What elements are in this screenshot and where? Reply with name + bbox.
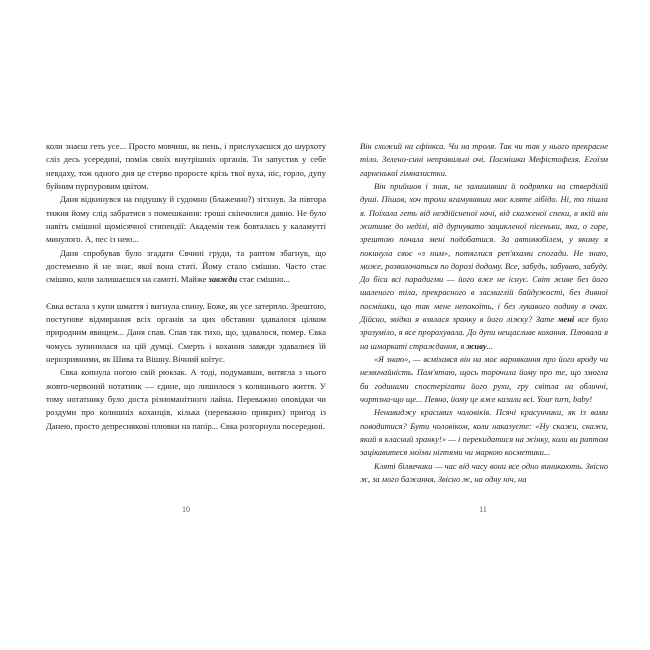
paragraph — [360, 353, 608, 406]
emphasis-text: мені — [557, 314, 575, 325]
body-text: коли знаєш геть усе... Просто мовчиш, як пень, і прислухаєшся до шурхоту сліз десь усередині, поміж своїх внутрішніх органів. Ти запустив у себе невдаху, тож одного дня це стерво проросте крізь твої вуха, ніс, горло, дупу буйним пурпуровим цвітом. — [46, 141, 326, 191]
body-text: «Я знаю», — всміхався він на моє варнякання про його вроду чи незвичайність. Пам'ятаю, щось торочила йому про те, що змогла би годинами спостерігати його рухи, гру світла на обличчі, чортзна-що ще... Певно, йому це вже казали всі. Your turn, baby! — [360, 354, 608, 404]
page-number-left: 10 — [182, 505, 190, 514]
paragraph — [360, 406, 608, 459]
body-text: Він схожий на сфінкса. Чи на троля. Так чи так у нього прекрасне тіло. Зелено-сині неправильні очі. Посмішка Мефістофеля. Егоїзм гарненької гімназистки. — [360, 141, 608, 178]
body-text: Євка копнула ногою свій рюкзак. А тоді, подумавши, витягла з нього жовто-червоний нотатник — єдине, що лишилося з колишнього життя. У тому нотатнику було доста різноманітного лайна. Переважно оповідки чи роздуми про колишніх коханців, кілька (переважно прикрих) пригод із Данею, просто депресиякові плювки на папір... Євка розгорнула посередині. — [46, 367, 326, 431]
body-text: ... — [486, 340, 493, 351]
paragraph — [46, 193, 326, 246]
body-text: Євка встала з купи шмаття і вигнула спину. Боже, як усе затерпло. Зрештою, поступове відмирання всіх органів за цих обставин здавалося цілком природним явищем... Даня спав. Спав так тихо, що, здавалося, помер. Євка чомусь зупинилася на цій думці. Смерть і кохання завжди здавалися їй нерозривними, як Шива та Вішну. Вічний коїтус. — [46, 300, 326, 364]
paragraph — [360, 460, 608, 487]
page-left-textblock — [46, 140, 326, 433]
paragraph — [46, 247, 326, 287]
paragraph — [360, 180, 608, 353]
body-text: все було зрозуміло, я все прорахувала. До дупи нещасливе кохання. Плювала я на шмаркаті страждання, я — [360, 314, 608, 351]
body-text: стає смішно... — [237, 274, 290, 285]
paragraph — [46, 366, 326, 433]
paragraph — [46, 300, 326, 367]
body-text: Даня відкинувся на подушку й судомно (блаженно?) зітхнув. За півтора тижня йому слід забратися з помешкання: гроші скінчилися давно. Не було навіть смішної щомісячної стипендії: Академія теж бовталась у каламутті минулого. А, пес із нею... — [46, 194, 326, 245]
page-left — [46, 140, 326, 433]
emphasis-text: завжди — [208, 274, 238, 285]
paragraph — [46, 140, 326, 193]
body-text: Кляті біляечики — час від часу вони все одно виникають. Звісно ж, за мого бажання. Звісно ж, на одну ніч, на — [360, 460, 608, 484]
paragraph — [360, 140, 608, 180]
body-text: Ненавиджу красивих чоловіків. Псячі красунчики, як із вами поводитися? Бути чоловіком, коли наказуєте: «Ну скажи, скажи, який я класний зранку!» — і перекидатися на жінку, коли ви раптом зацікавитеся моїми нігтями чи маркою косметики... — [360, 407, 608, 458]
page-right-textblock — [360, 140, 608, 486]
page-right — [360, 140, 608, 486]
body-text: Він прийшов і зник, не залишивши й подряпки на ствердiлій душі. Пішов, хоч трохи вгамувавши моє кляте лібідо. Ні, то пішла я. Поїхала геть від нездійсненої ночі, від скаженої спеки, в якій він житиме до неділі, від дурнувато зацикленої пісеньки, яка, о горе, зрештою почала мені подобатися. За автомобілем, у якому я покинула своє «з ним», потяглися реп'яхами спогади. Не знаю, може, розволочаться по дорозі додому. Все, забудь, забуваю, забуду. До біса всі парадигми — його вже не існує. Світ живе без його шаленого тіла, прекрасного в засмаглій байдужості, без дивної посмішки, що так мене непокоїть, і без лукавого подиву в очах. Дійсно, звідки я взялася зранку в його ліжку? Зате — [360, 180, 608, 325]
page-number-right: 11 — [479, 505, 487, 514]
body-text: Даня спробував було згадати Євчині груди, та раптом збагнув, що достеменно й не знає, якої вона статі. Йому стало смішно. Часто стає смішно, коли залишаєшся на самоті. Майже — [46, 247, 326, 285]
emphasis-text: живу — [466, 340, 487, 351]
